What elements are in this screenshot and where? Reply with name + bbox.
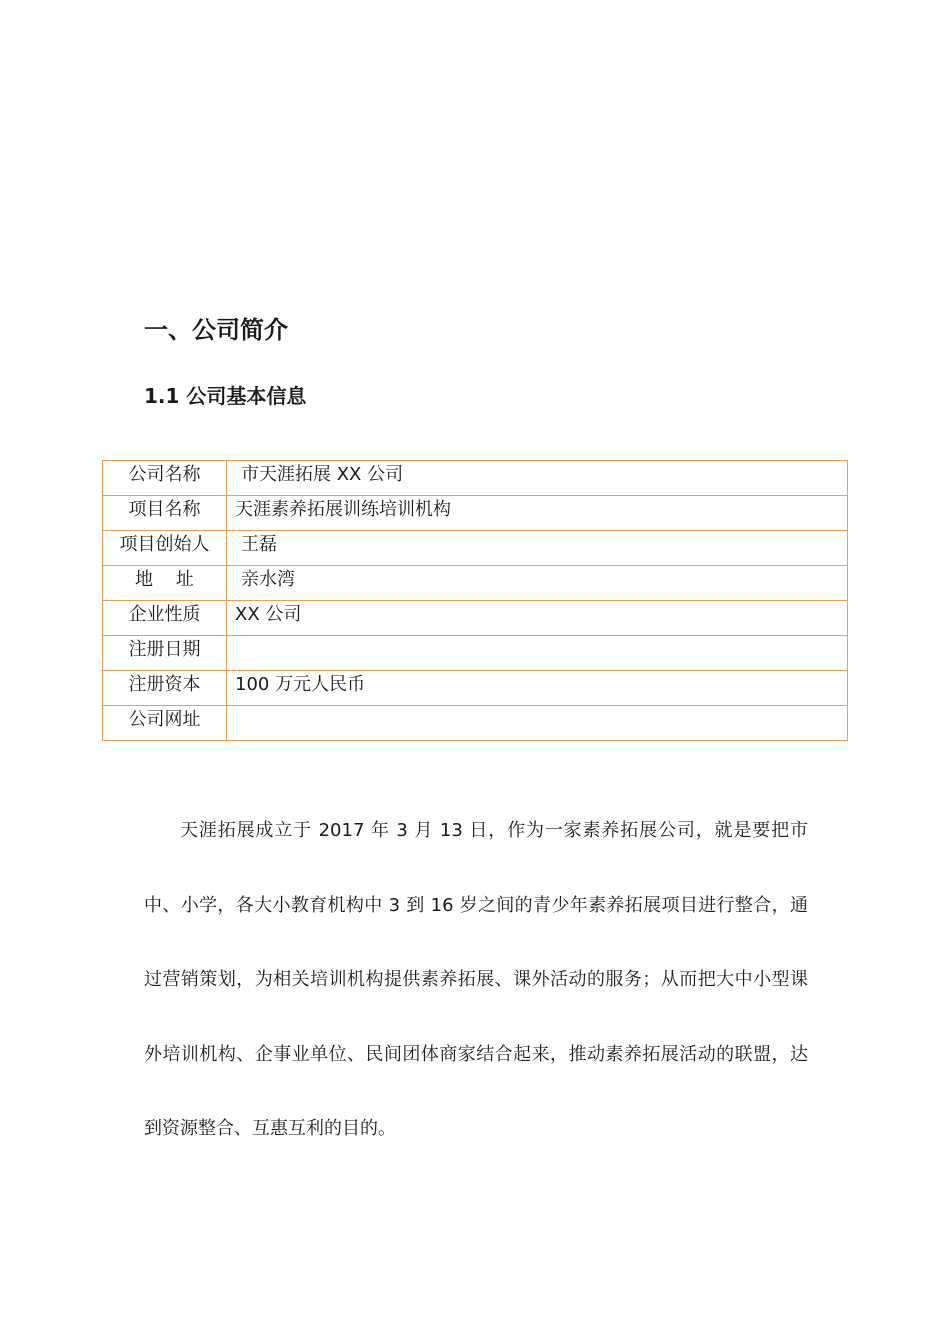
- row-value: 天涯素养拓展训练培训机构: [227, 496, 848, 531]
- row-value: 王磊: [227, 531, 848, 566]
- table-row: [103, 636, 848, 671]
- table-row: [103, 496, 848, 531]
- row-value: [227, 636, 848, 671]
- company-description-paragraph: 天涯拓展成立于 2017 年 3 月 13 日，作为一家素养拓展公司，就是要把市中、小学，各大小教育机构中 3 到 16 岁之间的青少年素养拓展项目进行整合，通过营销策划，为相关培训机构提供素养拓展、课外活动的服务；从而把大中小型课外培训机构、企事业单位、民间团体商家结合起来，推动素养拓展活动的联盟，达到资源整合、互惠互利的目的。: [144, 820, 808, 1140]
- row-label: 公司名称: [103, 461, 227, 496]
- company-info-table: [102, 460, 848, 741]
- row-value: 市天涯拓展 XX 公司: [227, 461, 848, 496]
- row-label: 项目名称: [103, 496, 227, 531]
- table-row: [103, 566, 848, 601]
- table-row: [103, 461, 848, 496]
- row-value: [227, 706, 848, 741]
- table-row: [103, 671, 848, 706]
- row-value: XX 公司: [227, 601, 848, 636]
- row-label: 项目创始人: [103, 531, 227, 566]
- row-label: 企业性质: [103, 601, 227, 636]
- row-value: 亲水湾: [227, 566, 848, 601]
- table-row: [103, 531, 848, 566]
- row-label: 公司网址: [103, 706, 227, 741]
- row-value: 100 万元人民币: [227, 671, 848, 706]
- row-label: 注册日期: [103, 636, 227, 671]
- section-heading: 一、公司简介: [144, 316, 288, 344]
- table-row: [103, 706, 848, 741]
- row-label: 注册资本: [103, 671, 227, 706]
- subsection-heading: 1.1 公司基本信息: [144, 384, 307, 408]
- table-row: [103, 601, 848, 636]
- row-label: 地 址: [103, 566, 227, 601]
